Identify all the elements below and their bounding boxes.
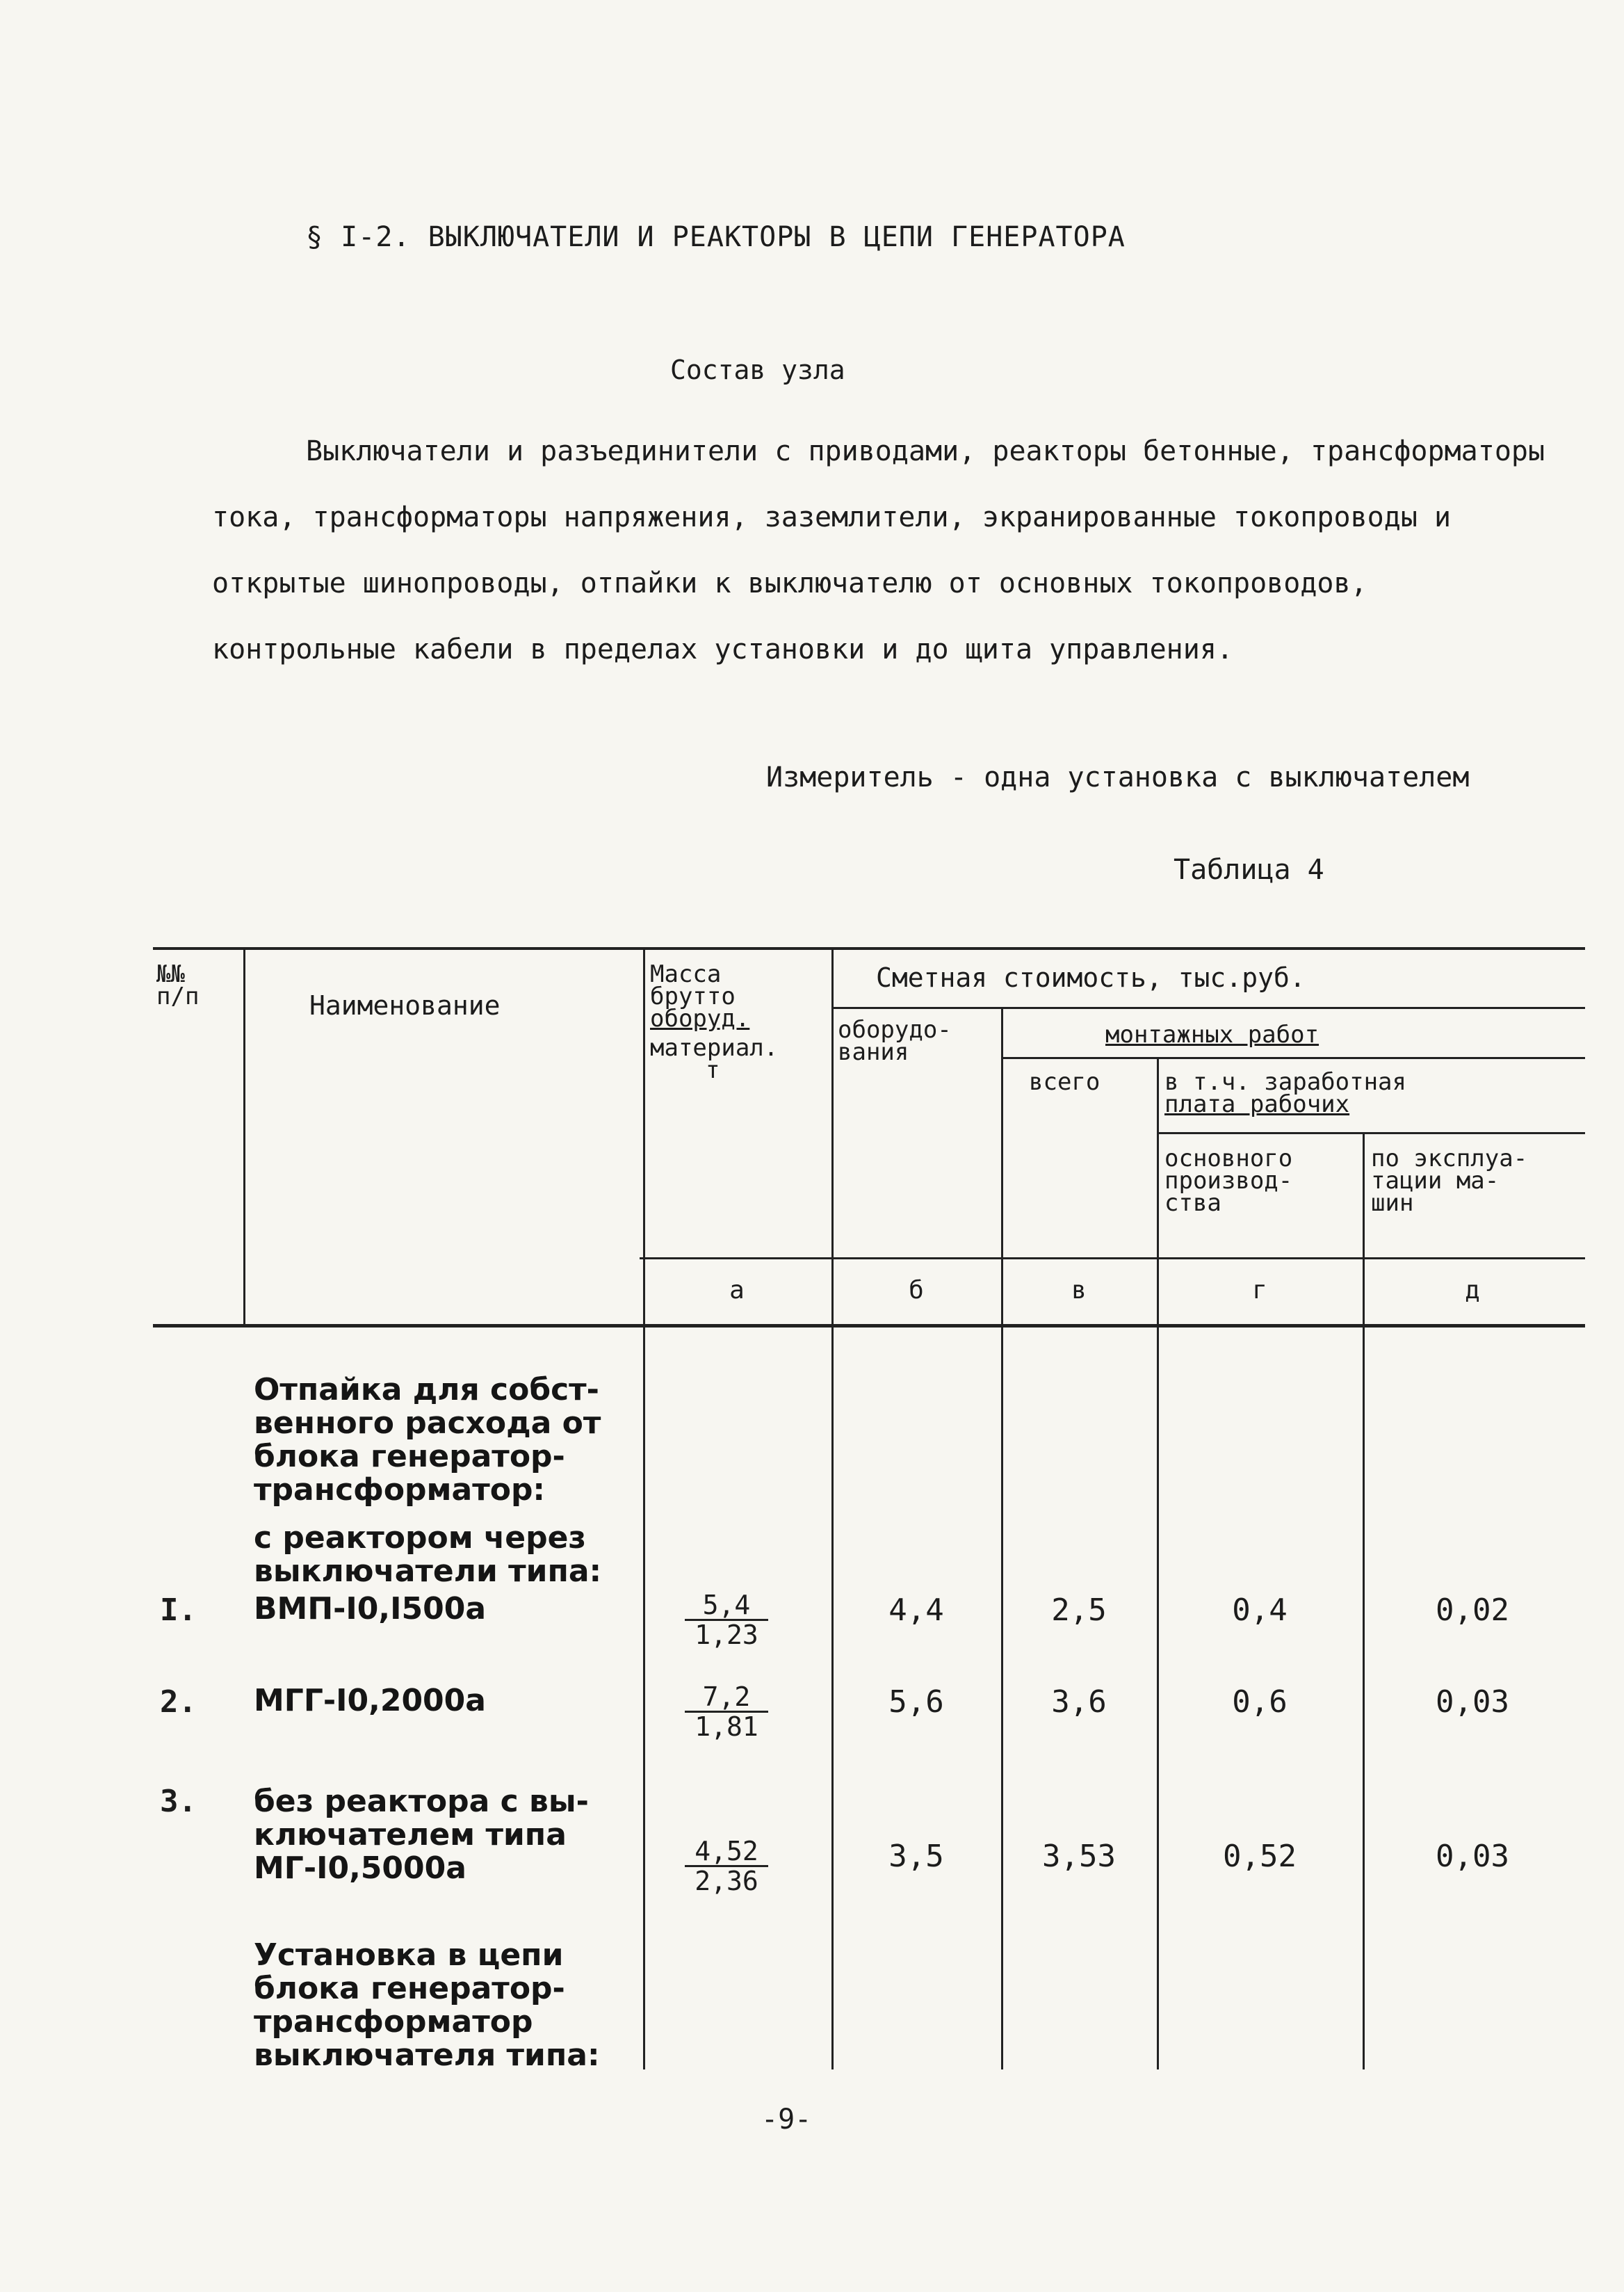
group2-line2: блока генератор- bbox=[254, 1971, 565, 2006]
header-num bbox=[156, 960, 200, 1010]
header-equipment-line2: вания bbox=[838, 1038, 909, 1066]
row2-equipment-cost: 5,6 bbox=[888, 1684, 944, 1720]
header-total: всего bbox=[1029, 1068, 1101, 1096]
header-main-prod-line3: ства bbox=[1164, 1189, 1221, 1217]
header-mass-line2: брутто bbox=[650, 983, 736, 1010]
row2-mass-equipment: 7,2 bbox=[685, 1683, 768, 1713]
row3-name-line1: без реактора с вы- bbox=[254, 1784, 589, 1819]
paragraph-first-line: Выключатели и разъединители с приводами, реакторы бетонные, bbox=[306, 435, 1294, 467]
row3-name bbox=[254, 1785, 589, 1885]
row1-main-prod: 0,4 bbox=[1232, 1592, 1288, 1628]
header-main-prod bbox=[1164, 1145, 1293, 1217]
letters-bottom-rule bbox=[153, 1324, 1585, 1327]
col-sep-mass bbox=[831, 950, 834, 2069]
row3-num: 3. bbox=[160, 1784, 197, 1819]
row1-montage-total: 2,5 bbox=[1051, 1592, 1107, 1628]
header-incl bbox=[1164, 1068, 1406, 1118]
header-incl-line1: в т.ч. заработная bbox=[1164, 1068, 1406, 1096]
row1-mass bbox=[685, 1591, 768, 1649]
group2-line1: Установка в цепи bbox=[254, 1937, 564, 1973]
row2-montage-total: 3,6 bbox=[1051, 1684, 1107, 1720]
table-top-rule bbox=[153, 947, 1585, 950]
column-letter-v: в bbox=[1071, 1276, 1087, 1305]
subgroup1-line1: с реактором через bbox=[254, 1520, 586, 1556]
header-machines-line1: по эксплуа- bbox=[1371, 1145, 1528, 1172]
group1-line3: блока генератор- bbox=[254, 1439, 565, 1474]
col-sep-name bbox=[643, 950, 645, 2069]
header-mass-line3: оборуд. bbox=[650, 1005, 750, 1033]
col-sep-main bbox=[1363, 1133, 1365, 2069]
header-equipment-line1: оборудо- bbox=[838, 1016, 952, 1044]
column-letter-b: б bbox=[909, 1276, 924, 1305]
page-number: -9- bbox=[761, 2104, 812, 2136]
col-sep-num bbox=[243, 950, 245, 1325]
row2-mass-material: 1,81 bbox=[695, 1711, 758, 1742]
row2-machines: 0,03 bbox=[1436, 1684, 1509, 1720]
row2-num: 2. bbox=[160, 1684, 197, 1720]
row3-name-line3: МГ-I0,5000а bbox=[254, 1850, 466, 1886]
header-equipment bbox=[838, 1016, 952, 1066]
section-subheading: Состав узла bbox=[670, 355, 845, 385]
paragraph-rest: трансформаторы тока, трансформаторы напряжения, заземлители, экранированные токопроводы и открытые шинопроводы, отпайки к выключателю от основных токопроводов, контрольные кабели в пределах установки и до щита управления. bbox=[212, 435, 1545, 665]
group2-line3: трансформатор bbox=[254, 2004, 533, 2040]
row3-mass bbox=[685, 1837, 768, 1895]
header-mass-line4: материал. bbox=[650, 1034, 779, 1062]
row1-machines: 0,02 bbox=[1436, 1592, 1509, 1628]
header-main-prod-line1: основного bbox=[1164, 1145, 1293, 1172]
header-bottom-rule bbox=[640, 1257, 1585, 1259]
row3-main-prod: 0,52 bbox=[1223, 1839, 1297, 1874]
group1-line4: трансформатор: bbox=[254, 1472, 546, 1508]
column-letter-a: а bbox=[729, 1276, 745, 1305]
header-name: Наименование bbox=[309, 990, 501, 1021]
composition-paragraph bbox=[212, 419, 1561, 683]
row3-name-line2: ключателем типа bbox=[254, 1817, 567, 1853]
row1-equipment-cost: 4,4 bbox=[888, 1592, 944, 1628]
wage-rule bbox=[1157, 1132, 1585, 1134]
row2-main-prod: 0,6 bbox=[1232, 1684, 1288, 1720]
group1-line1: Отпайка для собст- bbox=[254, 1372, 599, 1407]
header-mass-line5: т bbox=[706, 1056, 720, 1084]
group-heading-installation bbox=[254, 1939, 600, 2072]
col-sep-equipment bbox=[1001, 1008, 1003, 2069]
header-incl-line2: плата рабочих bbox=[1164, 1090, 1350, 1118]
group-heading-tap bbox=[254, 1373, 601, 1507]
row1-num: I. bbox=[160, 1592, 197, 1628]
header-machines bbox=[1371, 1145, 1528, 1217]
row1-name: ВМП-I0,I500а bbox=[254, 1591, 487, 1627]
subgroup1-line2: выключатели типа: bbox=[254, 1553, 602, 1589]
row3-equipment-cost: 3,5 bbox=[888, 1839, 944, 1874]
row2-mass bbox=[685, 1683, 768, 1741]
table-number: Таблица 4 bbox=[1174, 854, 1324, 886]
row3-montage-total: 3,53 bbox=[1042, 1839, 1116, 1874]
col-sep-total bbox=[1157, 1058, 1159, 2069]
section-heading: § I-2. ВЫКЛЮЧАТЕЛИ И РЕАКТОРЫ В ЦЕПИ ГЕНЕРАТОРА bbox=[306, 221, 1126, 253]
header-num-line2: п/п bbox=[156, 983, 200, 1010]
row1-mass-equipment: 5,4 bbox=[685, 1591, 768, 1621]
row3-machines: 0,03 bbox=[1436, 1839, 1509, 1874]
column-letter-d: д bbox=[1465, 1276, 1480, 1305]
header-main-prod-line2: производ- bbox=[1164, 1167, 1293, 1195]
measure-unit: Измеритель - одна установка с выключателем bbox=[766, 761, 1470, 793]
cost-subheader-rule bbox=[831, 1007, 1585, 1009]
group2-line4: выключателя типа: bbox=[254, 2037, 600, 2073]
subgroup-heading-reactor bbox=[254, 1522, 601, 1588]
header-mass bbox=[650, 960, 779, 1084]
header-mass-line1: Масса bbox=[650, 960, 722, 988]
header-montage: монтажных работ bbox=[1105, 1021, 1320, 1049]
header-machines-line2: тации ма- bbox=[1371, 1167, 1500, 1195]
header-num-line1: №№ bbox=[156, 960, 185, 988]
group1-line2: венного расхода от bbox=[254, 1405, 601, 1441]
row3-mass-equipment: 4,52 bbox=[685, 1837, 768, 1867]
header-cost: Сметная стоимость, тыс.руб. bbox=[876, 962, 1306, 993]
column-letter-g: г bbox=[1252, 1276, 1267, 1305]
row2-name: МГГ-I0,2000а bbox=[254, 1683, 486, 1718]
row3-mass-material: 2,36 bbox=[695, 1866, 758, 1896]
header-machines-line3: шин bbox=[1371, 1189, 1414, 1217]
montage-rule bbox=[1001, 1057, 1585, 1059]
row1-mass-material: 1,23 bbox=[695, 1620, 758, 1650]
